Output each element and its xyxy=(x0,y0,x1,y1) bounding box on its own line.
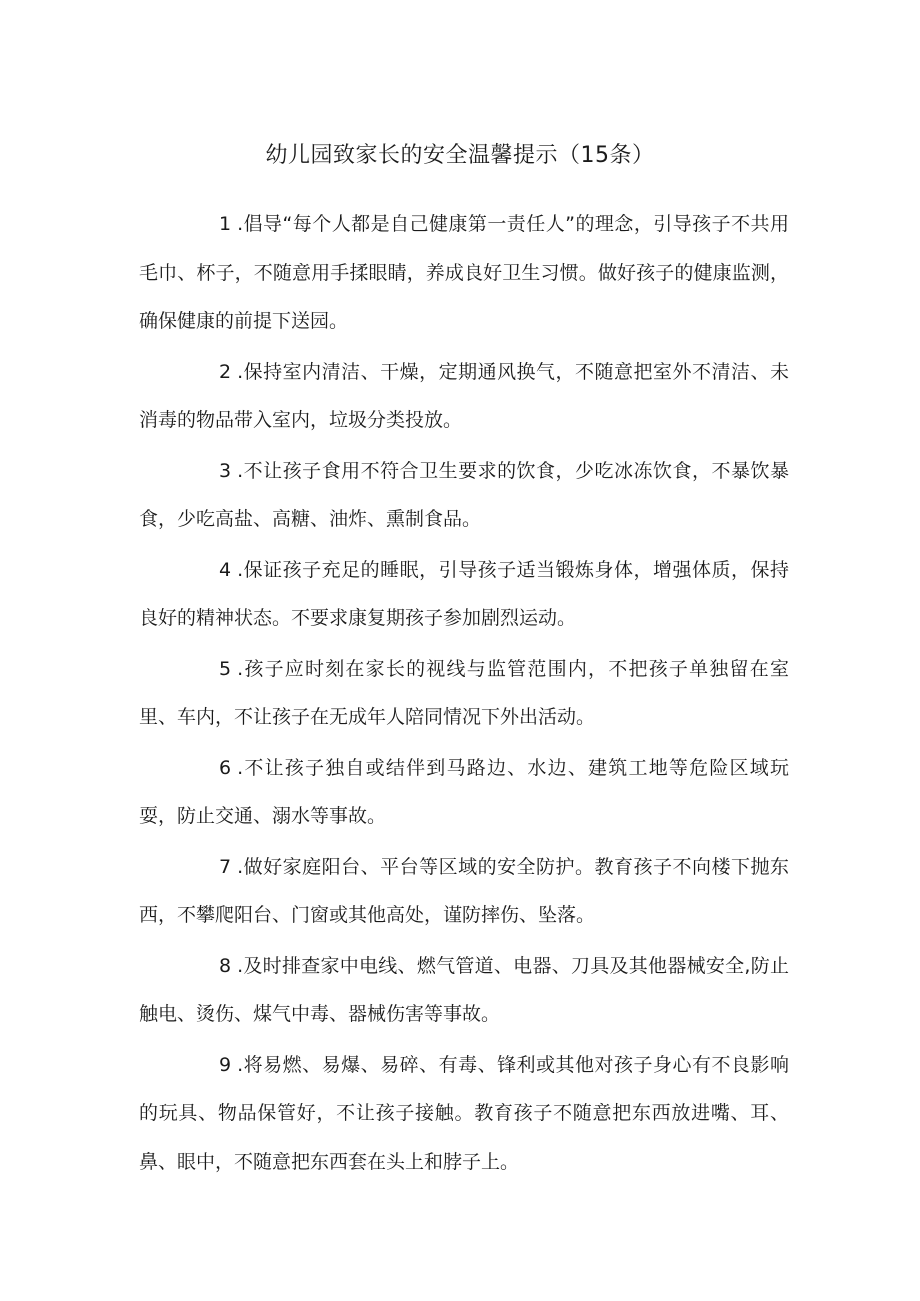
tip-text: .做好家庭阳台、平台等区域的安全防护。教育孩子不向楼下抛东西，不攀爬阳台、门窗或其他高处，谨防摔伤、坠落。 xyxy=(139,855,789,926)
tip-text: .将易燃、易爆、易碎、有毒、锋利或其他对孩子身心有不良影响的玩具、物品保管好，不让孩子接触。教育孩子不随意把东西放进嘴、耳、鼻、眼中，不随意把东西套在头上和脖子上。 xyxy=(139,1053,789,1173)
tip-item-9 xyxy=(139,1041,789,1187)
tips-list xyxy=(139,200,789,1188)
tip-text: .孩子应时刻在家长的视线与监管范围内，不把孩子单独留在室里、车内，不让孩子在无成年人陪同情况下外出活动。 xyxy=(139,657,789,728)
tip-number: 7 xyxy=(219,855,232,878)
tip-number: 8 xyxy=(219,954,232,977)
tip-item-2 xyxy=(139,348,789,445)
tip-number: 6 xyxy=(219,756,232,779)
tip-item-6 xyxy=(139,744,789,841)
tip-text: .及时排查家中电线、燃气管道、电器、刀具及其他器械安全,防止触电、烫伤、煤气中毒、器械伤害等事故。 xyxy=(139,954,789,1025)
tip-item-1 xyxy=(139,200,789,346)
tip-text: .保持室内清洁、干燥，定期通风换气，不随意把室外不清洁、未消毒的物品带入室内，垃圾分类投放。 xyxy=(139,360,789,431)
tip-number: 5 xyxy=(219,657,232,680)
tip-text: .不让孩子独自或结伴到马路边、水边、建筑工地等危险区域玩耍，防止交通、溺水等事故。 xyxy=(139,756,789,827)
document-title: 幼儿园致家长的安全温馨提示（15条） xyxy=(265,143,655,168)
tip-number: 9 xyxy=(219,1053,232,1076)
tip-item-5 xyxy=(139,645,789,742)
tip-number: 4 xyxy=(219,558,232,581)
tip-text: .倡导“每个人都是自己健康第一责任人”的理念，引导孩子不共用毛巾、杯子，不随意用手揉眼睛，养成良好卫生习惯。做好孩子的健康监测，确保健康的前提下送园。 xyxy=(139,213,789,332)
tip-number: 1 xyxy=(219,213,232,235)
tip-number: 2 xyxy=(219,360,232,383)
tip-item-3 xyxy=(139,447,789,544)
tip-text: .保证孩子充足的睡眠，引导孩子适当锻炼身体，增强体质，保持良好的精神状态。不要求康复期孩子参加剧烈运动。 xyxy=(139,558,789,629)
tip-text: .不让孩子食用不符合卫生要求的饮食，少吃冰冻饮食，不暴饮暴食，少吃高盐、高糖、油炸、熏制食品。 xyxy=(139,459,789,530)
tip-item-7 xyxy=(139,843,789,940)
tip-number: 3 xyxy=(219,459,232,482)
tip-item-4 xyxy=(139,546,789,643)
tip-item-8 xyxy=(139,942,789,1039)
